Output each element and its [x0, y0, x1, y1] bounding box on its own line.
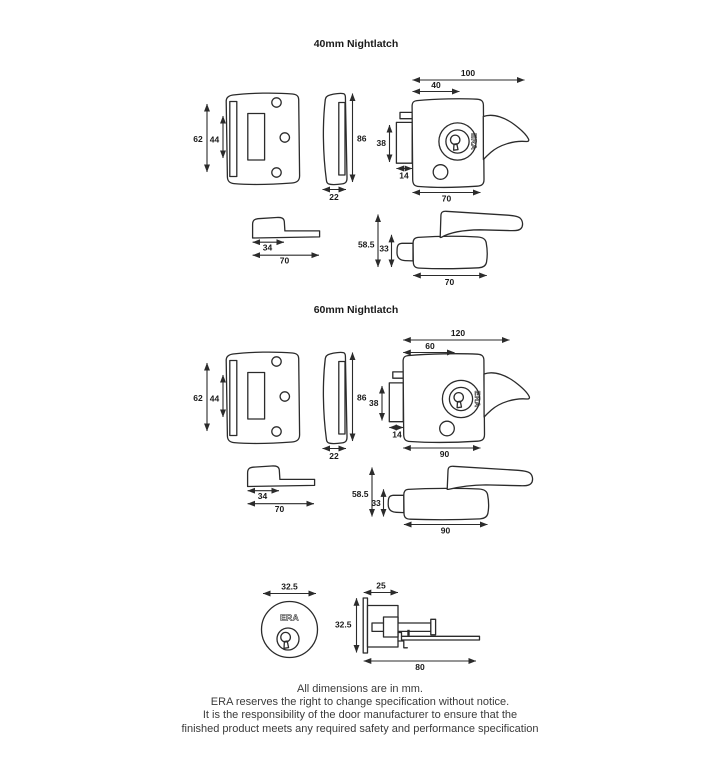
dim-keeper-height: 62 — [193, 134, 203, 144]
dim-cylinder-diameter: 32.5 — [281, 581, 298, 592]
footer-line: All dimensions are in mm. — [297, 683, 423, 695]
era-logo: ERA — [469, 133, 479, 150]
dim-top-overall-depth: 58.5 — [351, 489, 369, 499]
keeper-side-drawing-60 — [323, 352, 353, 448]
era-logo: ERA — [473, 390, 483, 408]
dim-faceplate-depth: 14 — [392, 429, 402, 440]
dim-top-overall-depth: 58.5 — [357, 239, 375, 250]
dim-cylinder-body-depth: 25 — [376, 580, 386, 591]
dim-keeper-side-depth: 22 — [329, 451, 339, 461]
dim-case-height: 38 — [376, 138, 386, 148]
dim-keeper-inner-height: 44 — [209, 134, 220, 145]
dim-latch-inner: 34 — [257, 491, 268, 501]
footer-line: finished product meets any required safety and performance specification — [181, 722, 539, 735]
footer-notes — [0, 683, 720, 736]
dim-top-case-depth: 33 — [371, 498, 381, 508]
dim-overall-width: 120 — [450, 328, 466, 338]
dim-top-case-width: 90 — [440, 525, 451, 536]
cylinder-drawings — [262, 581, 480, 673]
lock-body-top-drawing-60 — [352, 466, 533, 535]
dim-keeper-side-height: 86 — [357, 392, 367, 403]
dim-faceplate-depth: 14 — [399, 170, 409, 181]
dim-top-case-depth: 33 — [379, 243, 389, 254]
dim-case-height: 38 — [369, 398, 379, 408]
dim-latch-overall: 70 — [279, 255, 290, 266]
dim-case-width: 70 — [441, 193, 452, 204]
dim-keeper-side-height: 86 — [357, 133, 367, 144]
era-logo: ERA — [280, 612, 299, 623]
dim-keeper-inner-height: 44 — [209, 393, 220, 404]
dim-backset: 40 — [431, 80, 441, 90]
footer-line: It is the responsibility of the door manufacturer to ensure that the — [202, 709, 518, 722]
retainer-pin — [407, 630, 409, 636]
dim-latch-overall: 70 — [274, 504, 285, 514]
section-title-60mm: 60mm Nightlatch — [313, 304, 399, 316]
lock-body-top-drawing-40 — [358, 211, 523, 287]
lock-body-front-drawing-40 — [377, 68, 529, 204]
footer-line: ERA reserves the right to change specification without notice. — [210, 696, 510, 709]
dim-backset: 60 — [425, 341, 435, 351]
cylinder-side-drawing — [335, 581, 480, 673]
section-40mm-drawings — [193, 68, 528, 287]
dim-top-case-width: 70 — [444, 277, 455, 287]
dim-keeper-side-depth: 22 — [329, 192, 339, 202]
dim-overall-width: 100 — [460, 68, 476, 78]
keeper-front-drawing-60 — [207, 352, 300, 443]
lock-body-front-drawing-60 — [369, 328, 529, 459]
keeper-front-drawing-40 — [207, 93, 300, 184]
dim-latch-inner: 34 — [262, 242, 273, 253]
dim-case-width: 90 — [439, 449, 450, 459]
dim-keeper-height: 62 — [193, 393, 203, 403]
section-60mm-drawings — [193, 328, 532, 536]
dim-cylinder-height: 32.5 — [334, 619, 352, 630]
keeper-side-drawing-40 — [323, 93, 353, 189]
dim-cylinder-overall-length: 80 — [415, 662, 425, 672]
cylinder-front-drawing — [262, 582, 318, 658]
section-title-40mm: 40mm Nightlatch — [313, 38, 399, 50]
